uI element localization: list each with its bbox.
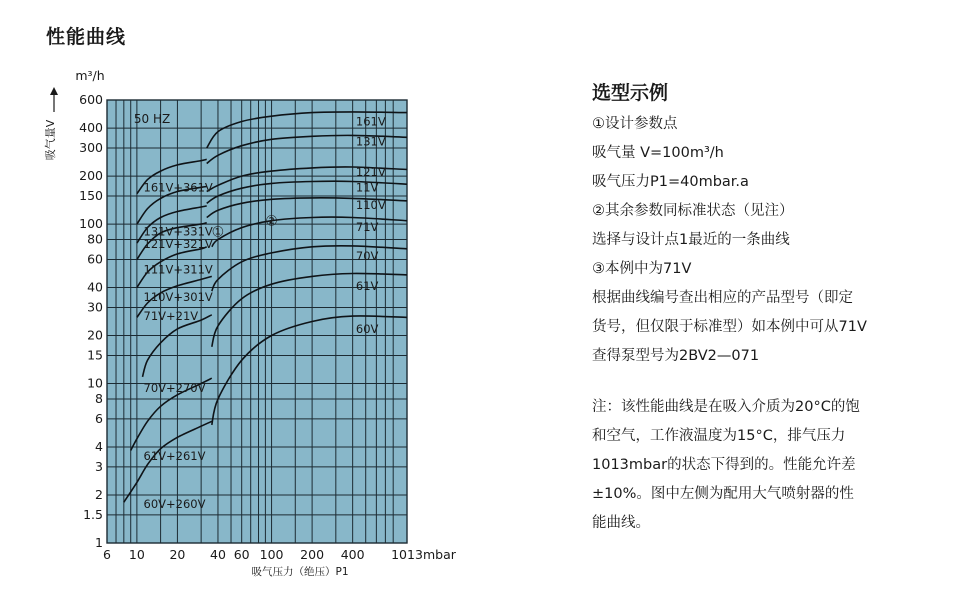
- y-tick-label: 20: [87, 327, 103, 343]
- series-label: 60V: [355, 321, 379, 336]
- example-panel: [592, 78, 932, 538]
- y-tick-label: 3: [95, 458, 103, 474]
- example-line: 选择与设计点1最近的一条曲线: [592, 232, 790, 248]
- y-tick-label: 300: [79, 140, 103, 156]
- note-block: [592, 393, 932, 538]
- series-label: 131V: [355, 134, 386, 149]
- y-axis-title: 吸气量V: [44, 119, 57, 161]
- note-line: 和空气，工作液温度为15°C，排气压力: [592, 428, 846, 444]
- x-axis-title: 吸气压力（绝压）P1: [251, 566, 349, 578]
- series-label: 121V: [355, 165, 386, 180]
- example-title: 选型示例: [592, 82, 669, 104]
- series-label: 11V: [355, 180, 379, 195]
- series-label: 161V: [355, 114, 386, 129]
- note-line: 1013mbar的状态下得到的。性能允许差: [592, 457, 856, 473]
- x-tick-label: 40: [210, 547, 226, 562]
- x-tick-label: 400: [340, 547, 365, 562]
- series-label: 110V: [355, 197, 386, 212]
- series-label: 71V+21V: [143, 309, 199, 324]
- y-tick-label: 6: [95, 410, 103, 426]
- x-tick-label: 1013: [391, 547, 423, 562]
- series-label: 161V+361V: [143, 180, 213, 195]
- annotation-marker: ②: [265, 213, 278, 230]
- series-label: 61V: [355, 278, 379, 293]
- example-line: ②其余参数同标准状态（见注）: [592, 203, 794, 219]
- y-tick-label: 1: [95, 535, 103, 550]
- x-tick-label: 200: [300, 547, 325, 562]
- series-label: 60V+260V: [143, 497, 206, 512]
- y-tick-label: 150: [79, 188, 103, 204]
- series-label: 61V+261V: [143, 449, 206, 464]
- frequency-label: 50 HZ: [133, 112, 171, 127]
- y-tick-label: 8: [95, 390, 103, 406]
- series-label: 110V+301V: [143, 289, 213, 304]
- annotation-marker: ①: [211, 224, 225, 241]
- example-line: ③本例中为71V: [592, 261, 692, 277]
- note-line: ±10%。图中左侧为配用大气喷射器的性: [592, 486, 854, 502]
- y-tick-label: 4: [95, 438, 103, 454]
- series-label: 121V+321V: [143, 237, 213, 252]
- example-line: 查得泵型号为2BV2—071: [592, 348, 760, 364]
- x-tick-label: 100: [259, 547, 284, 562]
- note-line: 注：该性能曲线是在吸入介质为20°C的饱: [592, 399, 860, 415]
- example-line: 货号，但仅限于标准型）如本例中可从71V: [592, 319, 867, 335]
- y-axis-arrowhead: [50, 87, 58, 95]
- x-tick-label: 20: [169, 547, 186, 562]
- y-tick-label: 100: [79, 216, 103, 232]
- y-tick-label: 400: [79, 120, 103, 136]
- example-line: 吸气量 V=100m³/h: [592, 145, 724, 161]
- example-line: 根据曲线编号查出相应的产品型号（即定: [592, 290, 853, 306]
- example-line: 吸气压力P1=40mbar.a: [592, 174, 749, 190]
- example-line: ①设计参数点: [592, 116, 678, 132]
- note-line: 能曲线。: [592, 515, 650, 531]
- series-label: 70V: [355, 249, 379, 264]
- y-unit-label: m³/h: [75, 68, 105, 83]
- y-tick-label: 200: [79, 168, 103, 184]
- series-label: 70V+270V: [143, 380, 206, 395]
- y-tick-label: 2: [95, 486, 103, 502]
- y-tick-label: 600: [79, 92, 103, 107]
- series-label: 111V+311V: [143, 262, 213, 277]
- y-tick-label: 80: [87, 231, 103, 247]
- x-tick-label: 60: [233, 547, 250, 562]
- y-tick-label: 60: [87, 251, 103, 267]
- series-label: 131V+331V: [143, 224, 213, 239]
- x-tick-label: 6: [103, 547, 111, 562]
- x-tick-label: 10: [128, 547, 145, 562]
- y-tick-label: 10: [87, 375, 103, 391]
- y-tick-label: 40: [87, 279, 103, 295]
- y-tick-label: 15: [87, 347, 103, 363]
- page-title: 性能曲线: [46, 26, 127, 48]
- y-tick-label: 1.5: [83, 506, 103, 522]
- y-tick-label: 30: [87, 299, 103, 315]
- x-unit-label: mbar: [423, 547, 456, 562]
- series-label: 71V: [355, 219, 379, 234]
